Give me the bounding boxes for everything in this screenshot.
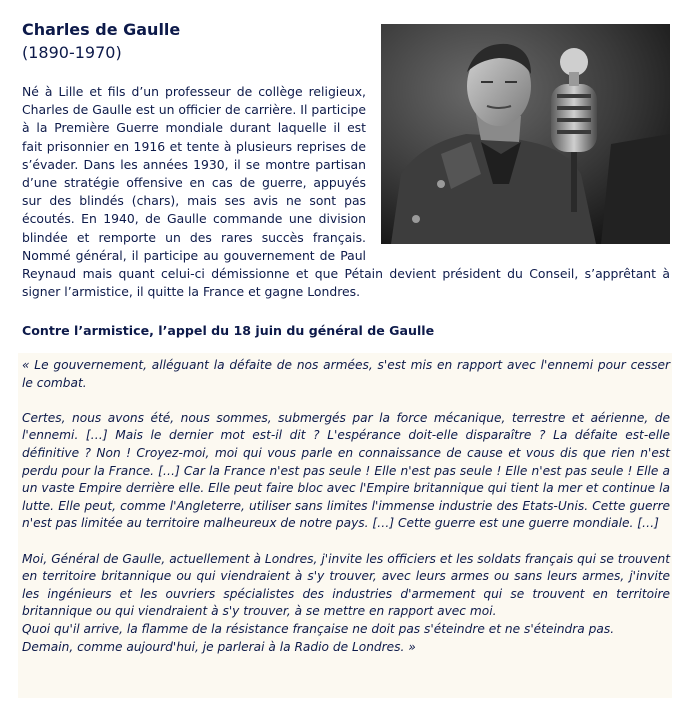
- quote-paragraph-4: Quoi qu'il arrive, la flamme de la résistance française ne doit pas s'éteindre et ne s'éteindra pas.: [22, 621, 615, 636]
- biography-paragraph: Né à Lille et fils d’un professeur de collège religieux, Charles de Gaulle est un officier de carrière. Il participe à la Première Guerre mondiale durant laquelle il est fait prisonnier en 1916 et tente à plusieurs reprises de s’évader. Dans les années 1930, il se montre partisan d’une stratégie offensive en cas de guerre, appuyés sur des blindés (chars), mais ses avis ne sont pas écoutés. En 1940, de Gaulle commande une division blindée et remporte un des rares succès français. Nommé général, il participe au gouvernement de Paul Reynaud mais quant celui-ci démissionne et que Pétain devient président du Conseil, s’apprêtant à signer l’armistice, il quitte la France et gagne Londres.: [22, 84, 670, 300]
- quote-paragraph-3: Moi, Général de Gaulle, actuellement à Londres, j'invite les officiers et les soldats français qui se trouvent en territoire britannique ou qui viendraient à s'y trouver, avec leurs armes ou sans leurs armes, j'invite les ingénieurs et les ouvriers spécialistes des industries d'armement qui se trouvent en territoire britannique ou qui viendraient à s'y trouver, à se mettre en rapport avec moi.: [22, 551, 670, 619]
- appeal-quote: [22, 357, 670, 656]
- section-subtitle: Contre l’armistice, l’appel du 18 juin du général de Gaulle: [22, 323, 435, 338]
- quote-paragraph-2: Certes, nous avons été, nous sommes, submergés par la force mécanique, terrestre et aérienne, de l'ennemi. […] Mais le dernier mot est-il dit ? L'espérance doit-elle disparaître ? La défaite est-elle définitive ? Non ! Croyez-moi, moi qui vous parle en connaissance de cause et vous dis que rien n'est perdu pour la France. […] Car la France n'est pas seule ! Elle n'est pas seule ! Elle n'est pas seule ! Elle a un vaste Empire derrière elle. Elle peut faire bloc avec l'Empire britannique qui tient la mer et continue la lutte. Elle peut, comme l'Angleterre, utiliser sans limites l'immense industrie des Etats-Unis. Cette guerre n'est pas limitée au territoire malheureux de notre pays. […] Cette guerre est une guerre mondiale. […]: [22, 410, 670, 531]
- page-title: Charles de Gaulle: [22, 20, 181, 39]
- photo-spacer: [366, 83, 670, 247]
- life-dates: (1890-1970): [22, 43, 122, 62]
- biography-text: [22, 83, 670, 301]
- quote-paragraph-1: « Le gouvernement, alléguant la défaite de nos armées, s'est mis en rapport avec l'ennemi pour cesser le combat.: [22, 358, 670, 390]
- quote-paragraph-5: Demain, comme aujourd'hui, je parlerai à la Radio de Londres. »: [22, 639, 416, 654]
